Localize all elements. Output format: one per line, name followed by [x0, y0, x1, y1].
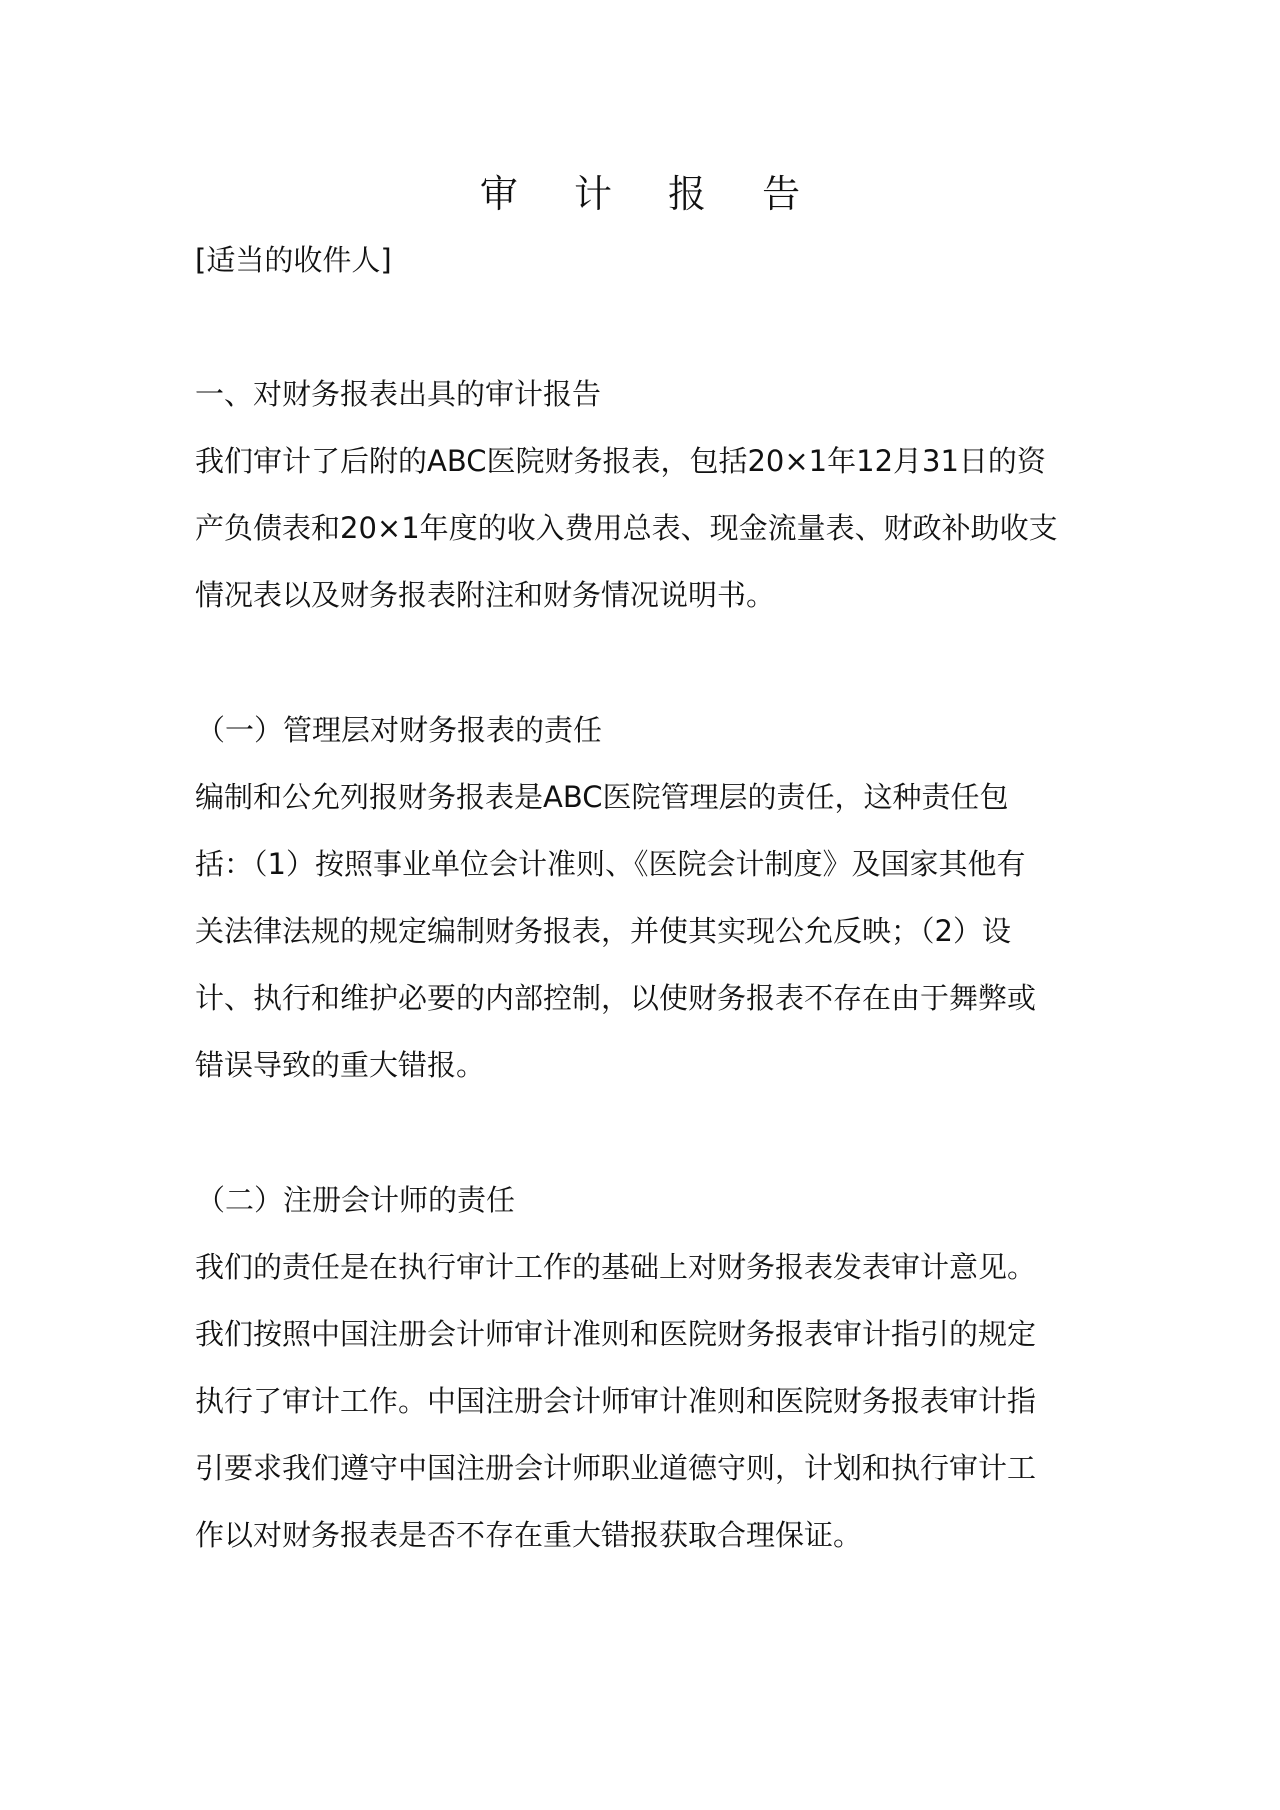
paragraph-line: 情况表以及财务报表附注和财务情况说明书。 [195, 578, 776, 612]
paragraph-line: 我们审计了后附的ABC医院财务报表，包括20×1年12月31日的资 [195, 444, 1046, 478]
subsection-heading-management-responsibility: （一）管理层对财务报表的责任 [196, 713, 603, 747]
paragraph-line: 括：（1）按照事业单位会计准则、《医院会计制度》及国家其他有 [195, 847, 1026, 881]
paragraph-line: 关法律法规的规定编制财务报表，并使其实现公允反映；（2）设 [195, 914, 1011, 948]
subsection-heading-cpa-responsibility: （二）注册会计师的责任 [196, 1183, 516, 1217]
paragraph-line: 产负债表和20×1年度的收入费用总表、现金流量表、财政补助收支 [195, 511, 1058, 545]
paragraph-line: 计、执行和维护必要的内部控制，以使财务报表不存在由于舞弊或 [195, 981, 1037, 1015]
paragraph-line: 编制和公允列报财务报表是ABC医院管理层的责任，这种责任包 [195, 780, 1009, 814]
paragraph-line: 我们按照中国注册会计师审计准则和医院财务报表审计指引的规定 [195, 1317, 1037, 1351]
section-heading-audit-report: 一、对财务报表出具的审计报告 [195, 377, 602, 411]
paragraph-line: 错误导致的重大错报。 [195, 1048, 486, 1082]
paragraph-line: 执行了审计工作。中国注册会计师审计准则和医院财务报表审计指 [195, 1384, 1037, 1418]
paragraph-line: 我们的责任是在执行审计工作的基础上对财务报表发表审计意见。 [195, 1250, 1037, 1284]
paragraph-line: 作以对财务报表是否不存在重大错报获取合理保证。 [195, 1518, 863, 1552]
recipient-line: [适当的收件人] [195, 243, 392, 277]
paragraph-line: 引要求我们遵守中国注册会计师职业道德守则，计划和执行审计工 [195, 1451, 1037, 1485]
page-title: 审 计 报 告 [479, 172, 823, 216]
